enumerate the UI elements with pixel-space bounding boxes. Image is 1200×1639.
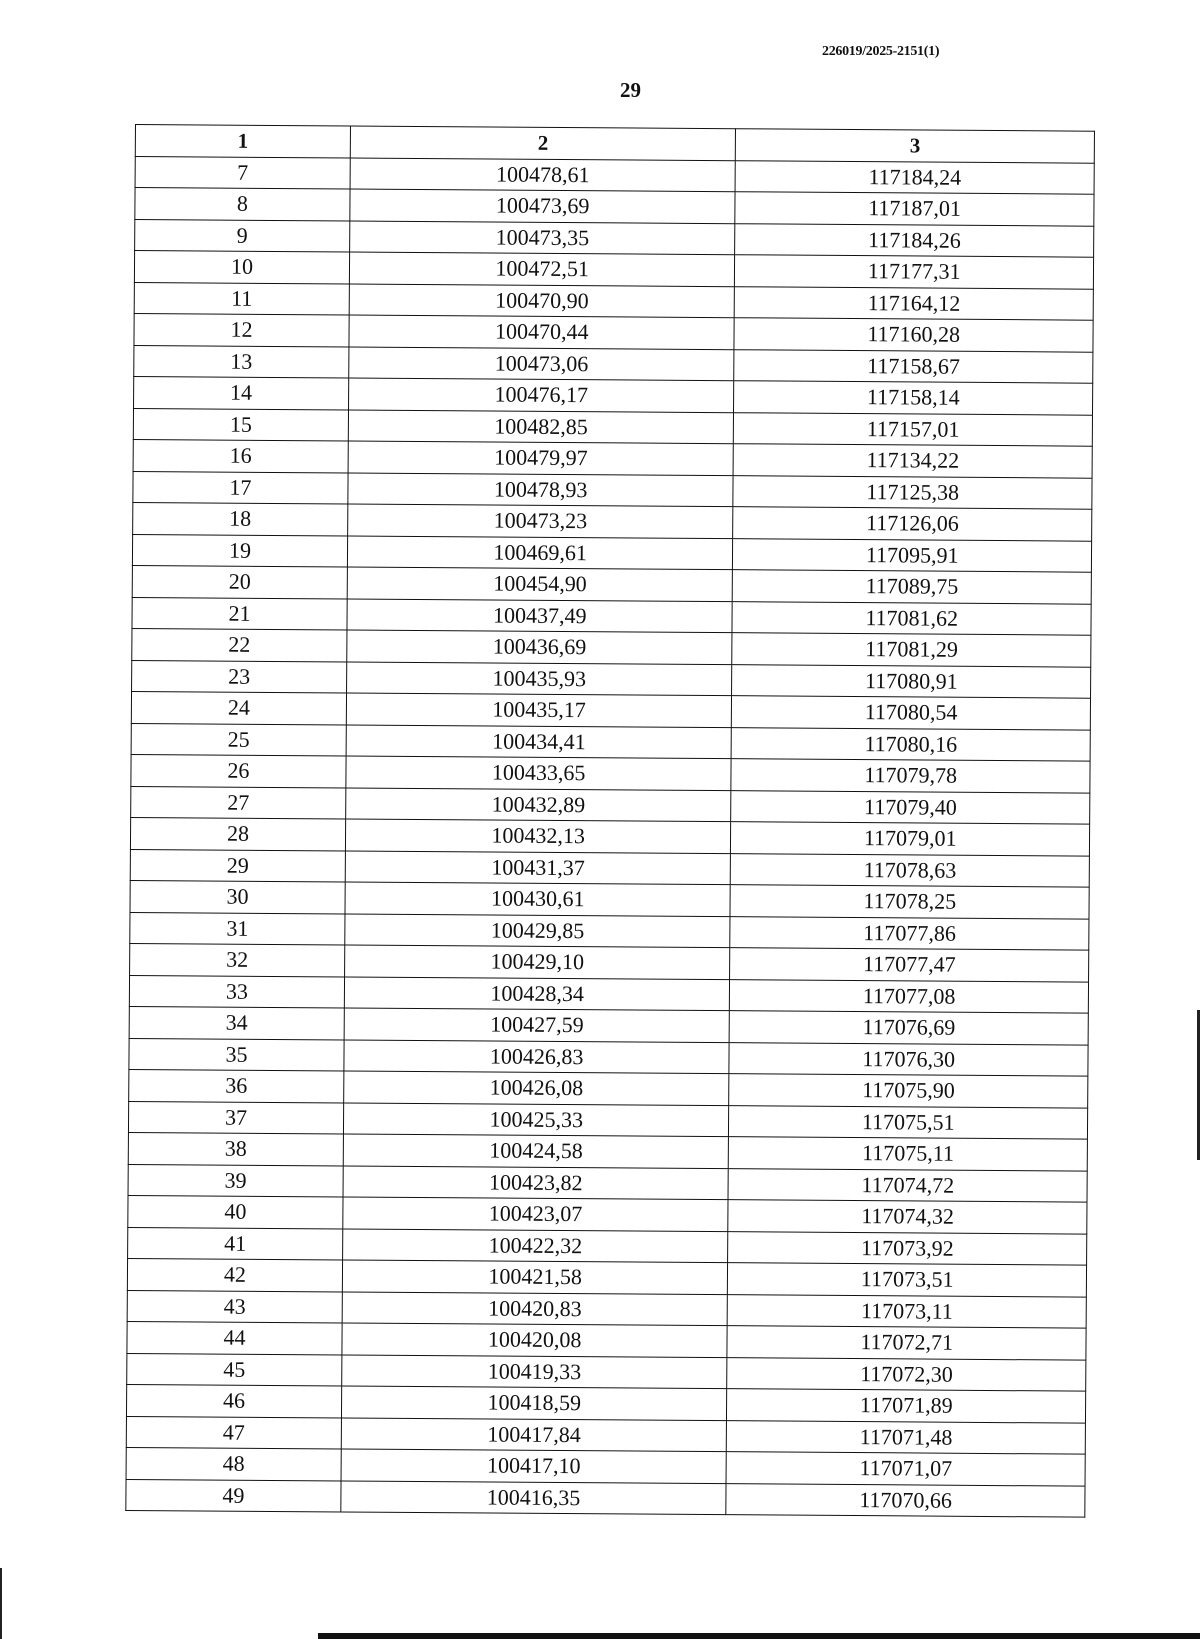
point-number-cell: 13 (134, 345, 349, 378)
x-coordinate-cell: 100479,97 (348, 441, 734, 475)
x-coordinate-cell: 100434,41 (346, 724, 732, 758)
y-coordinate-cell: 117187,01 (735, 192, 1094, 226)
point-number-cell: 47 (126, 1416, 341, 1449)
x-coordinate-cell: 100435,17 (346, 693, 732, 727)
point-number-cell: 36 (129, 1069, 344, 1102)
x-coordinate-cell: 100420,83 (342, 1291, 728, 1325)
point-number-cell: 27 (131, 786, 346, 819)
x-coordinate-cell: 100472,51 (349, 252, 735, 286)
left-edge-mark (0, 1568, 2, 1639)
point-number-cell: 20 (132, 565, 347, 598)
point-number-cell: 34 (129, 1006, 344, 1039)
point-number-cell: 40 (128, 1195, 343, 1228)
column-header-2: 2 (350, 126, 736, 160)
table-row (126, 1479, 1085, 1517)
point-number-cell: 19 (132, 534, 347, 567)
point-number-cell: 45 (127, 1353, 342, 1386)
x-coordinate-cell: 100422,32 (343, 1228, 729, 1262)
point-number-cell: 32 (130, 943, 345, 976)
point-number-cell: 46 (126, 1384, 341, 1417)
y-coordinate-cell: 117071,48 (727, 1420, 1086, 1454)
point-number-cell: 49 (126, 1479, 341, 1512)
y-coordinate-cell: 117079,78 (731, 759, 1090, 793)
x-coordinate-cell: 100478,93 (348, 472, 734, 506)
x-coordinate-cell: 100476,17 (348, 378, 734, 412)
x-coordinate-cell: 100432,89 (346, 787, 732, 821)
y-coordinate-cell: 117079,01 (731, 822, 1090, 856)
point-number-cell: 30 (130, 880, 345, 913)
point-number-cell: 14 (134, 376, 349, 409)
y-coordinate-cell: 117074,32 (728, 1200, 1087, 1234)
y-coordinate-cell: 117080,54 (732, 696, 1091, 730)
y-coordinate-cell: 117073,11 (728, 1294, 1087, 1328)
y-coordinate-cell: 117076,30 (729, 1042, 1088, 1076)
point-number-cell: 23 (132, 660, 347, 693)
x-coordinate-cell: 100420,08 (342, 1323, 728, 1357)
y-coordinate-cell: 117184,24 (735, 160, 1094, 194)
point-number-cell: 42 (127, 1258, 342, 1291)
y-coordinate-cell: 117078,25 (730, 885, 1089, 919)
y-coordinate-cell: 117080,16 (731, 727, 1090, 761)
x-coordinate-cell: 100423,07 (343, 1197, 729, 1231)
x-coordinate-cell: 100421,58 (342, 1260, 728, 1294)
x-coordinate-cell: 100473,23 (348, 504, 734, 538)
y-coordinate-cell: 117164,12 (735, 286, 1094, 320)
point-number-cell: 28 (130, 817, 345, 850)
table-body (126, 156, 1094, 1517)
x-coordinate-cell: 100478,61 (350, 158, 736, 192)
y-coordinate-cell: 117075,90 (729, 1074, 1088, 1108)
y-coordinate-cell: 117075,51 (729, 1105, 1088, 1139)
y-coordinate-cell: 117078,63 (731, 853, 1090, 887)
y-coordinate-cell: 117081,29 (732, 633, 1091, 667)
y-coordinate-cell: 117126,06 (733, 507, 1092, 541)
x-coordinate-cell: 100436,69 (347, 630, 733, 664)
point-number-cell: 44 (127, 1321, 342, 1354)
y-coordinate-cell: 117072,71 (727, 1326, 1086, 1360)
point-number-cell: 24 (131, 691, 346, 724)
y-coordinate-cell: 117071,07 (726, 1452, 1085, 1486)
coordinates-table (125, 124, 1095, 1518)
x-coordinate-cell: 100435,93 (347, 661, 733, 695)
point-number-cell: 18 (133, 502, 348, 535)
x-coordinate-cell: 100426,83 (344, 1039, 730, 1073)
y-coordinate-cell: 117177,31 (735, 255, 1094, 289)
column-header-1: 1 (135, 125, 350, 158)
x-coordinate-cell: 100432,13 (345, 819, 731, 853)
y-coordinate-cell: 117157,01 (734, 412, 1093, 446)
point-number-cell: 48 (126, 1447, 341, 1480)
y-coordinate-cell: 117079,40 (731, 790, 1090, 824)
point-number-cell: 41 (128, 1227, 343, 1260)
y-coordinate-cell: 117070,66 (726, 1483, 1085, 1517)
y-coordinate-cell: 117077,86 (730, 916, 1089, 950)
x-coordinate-cell: 100428,34 (344, 976, 730, 1010)
x-coordinate-cell: 100417,10 (341, 1449, 727, 1483)
document-id: 226019/2025-2151(1) (822, 44, 940, 59)
x-coordinate-cell: 100419,33 (342, 1354, 728, 1388)
y-coordinate-cell: 117075,11 (729, 1137, 1088, 1171)
point-number-cell: 10 (134, 251, 349, 284)
y-coordinate-cell: 117076,69 (730, 1011, 1089, 1045)
x-coordinate-cell: 100473,06 (349, 346, 735, 380)
x-coordinate-cell: 100473,69 (350, 189, 736, 223)
point-number-cell: 7 (135, 156, 350, 189)
x-coordinate-cell: 100437,49 (347, 598, 733, 632)
point-number-cell: 43 (127, 1290, 342, 1323)
x-coordinate-cell: 100482,85 (348, 409, 734, 443)
point-number-cell: 29 (130, 849, 345, 882)
point-number-cell: 31 (130, 912, 345, 945)
point-number-cell: 9 (135, 219, 350, 252)
y-coordinate-cell: 117134,22 (733, 444, 1092, 478)
column-header-3: 3 (736, 129, 1095, 163)
x-coordinate-cell: 100417,84 (341, 1417, 727, 1451)
point-number-cell: 15 (133, 408, 348, 441)
point-number-cell: 11 (134, 282, 349, 315)
y-coordinate-cell: 117160,28 (734, 318, 1093, 352)
point-number-cell: 33 (129, 975, 344, 1008)
point-number-cell: 12 (134, 313, 349, 346)
y-coordinate-cell: 117158,67 (734, 349, 1093, 383)
point-number-cell: 16 (133, 439, 348, 472)
y-coordinate-cell: 117095,91 (733, 538, 1092, 572)
x-coordinate-cell: 100429,85 (345, 913, 731, 947)
x-coordinate-cell: 100416,35 (341, 1480, 727, 1514)
x-coordinate-cell: 100431,37 (345, 850, 731, 884)
x-coordinate-cell: 100418,59 (341, 1386, 727, 1420)
y-coordinate-cell: 117080,91 (732, 664, 1091, 698)
point-number-cell: 25 (131, 723, 346, 756)
x-coordinate-cell: 100433,65 (346, 756, 732, 790)
x-coordinate-cell: 100454,90 (347, 567, 733, 601)
x-coordinate-cell: 100430,61 (345, 882, 731, 916)
point-number-cell: 17 (133, 471, 348, 504)
point-number-cell: 21 (132, 597, 347, 630)
x-coordinate-cell: 100427,59 (344, 1008, 730, 1042)
x-coordinate-cell: 100429,10 (345, 945, 731, 979)
y-coordinate-cell: 117077,47 (730, 948, 1089, 982)
x-coordinate-cell: 100470,90 (349, 284, 735, 318)
y-coordinate-cell: 117072,30 (727, 1357, 1086, 1391)
point-number-cell: 26 (131, 754, 346, 787)
page-number: 29 (620, 78, 641, 102)
bottom-rule (318, 1633, 1200, 1639)
point-number-cell: 37 (128, 1101, 343, 1134)
x-coordinate-cell: 100426,08 (344, 1071, 730, 1105)
point-number-cell: 39 (128, 1164, 343, 1197)
x-coordinate-cell: 100425,33 (343, 1102, 729, 1136)
point-number-cell: 35 (129, 1038, 344, 1071)
x-coordinate-cell: 100473,35 (350, 221, 736, 255)
x-coordinate-cell: 100423,82 (343, 1165, 729, 1199)
y-coordinate-cell: 117081,62 (732, 601, 1091, 635)
y-coordinate-cell: 117071,89 (727, 1389, 1086, 1423)
y-coordinate-cell: 117158,14 (734, 381, 1093, 415)
y-coordinate-cell: 117089,75 (733, 570, 1092, 604)
y-coordinate-cell: 117073,92 (728, 1231, 1087, 1265)
point-number-cell: 22 (132, 628, 347, 661)
x-coordinate-cell: 100470,44 (349, 315, 735, 349)
y-coordinate-cell: 117074,72 (728, 1168, 1087, 1202)
y-coordinate-cell: 117073,51 (728, 1263, 1087, 1297)
x-coordinate-cell: 100424,58 (343, 1134, 729, 1168)
y-coordinate-cell: 117184,26 (735, 223, 1094, 257)
point-number-cell: 38 (128, 1132, 343, 1165)
y-coordinate-cell: 117077,08 (730, 979, 1089, 1013)
y-coordinate-cell: 117125,38 (733, 475, 1092, 509)
x-coordinate-cell: 100469,61 (347, 535, 733, 569)
point-number-cell: 8 (135, 188, 350, 221)
